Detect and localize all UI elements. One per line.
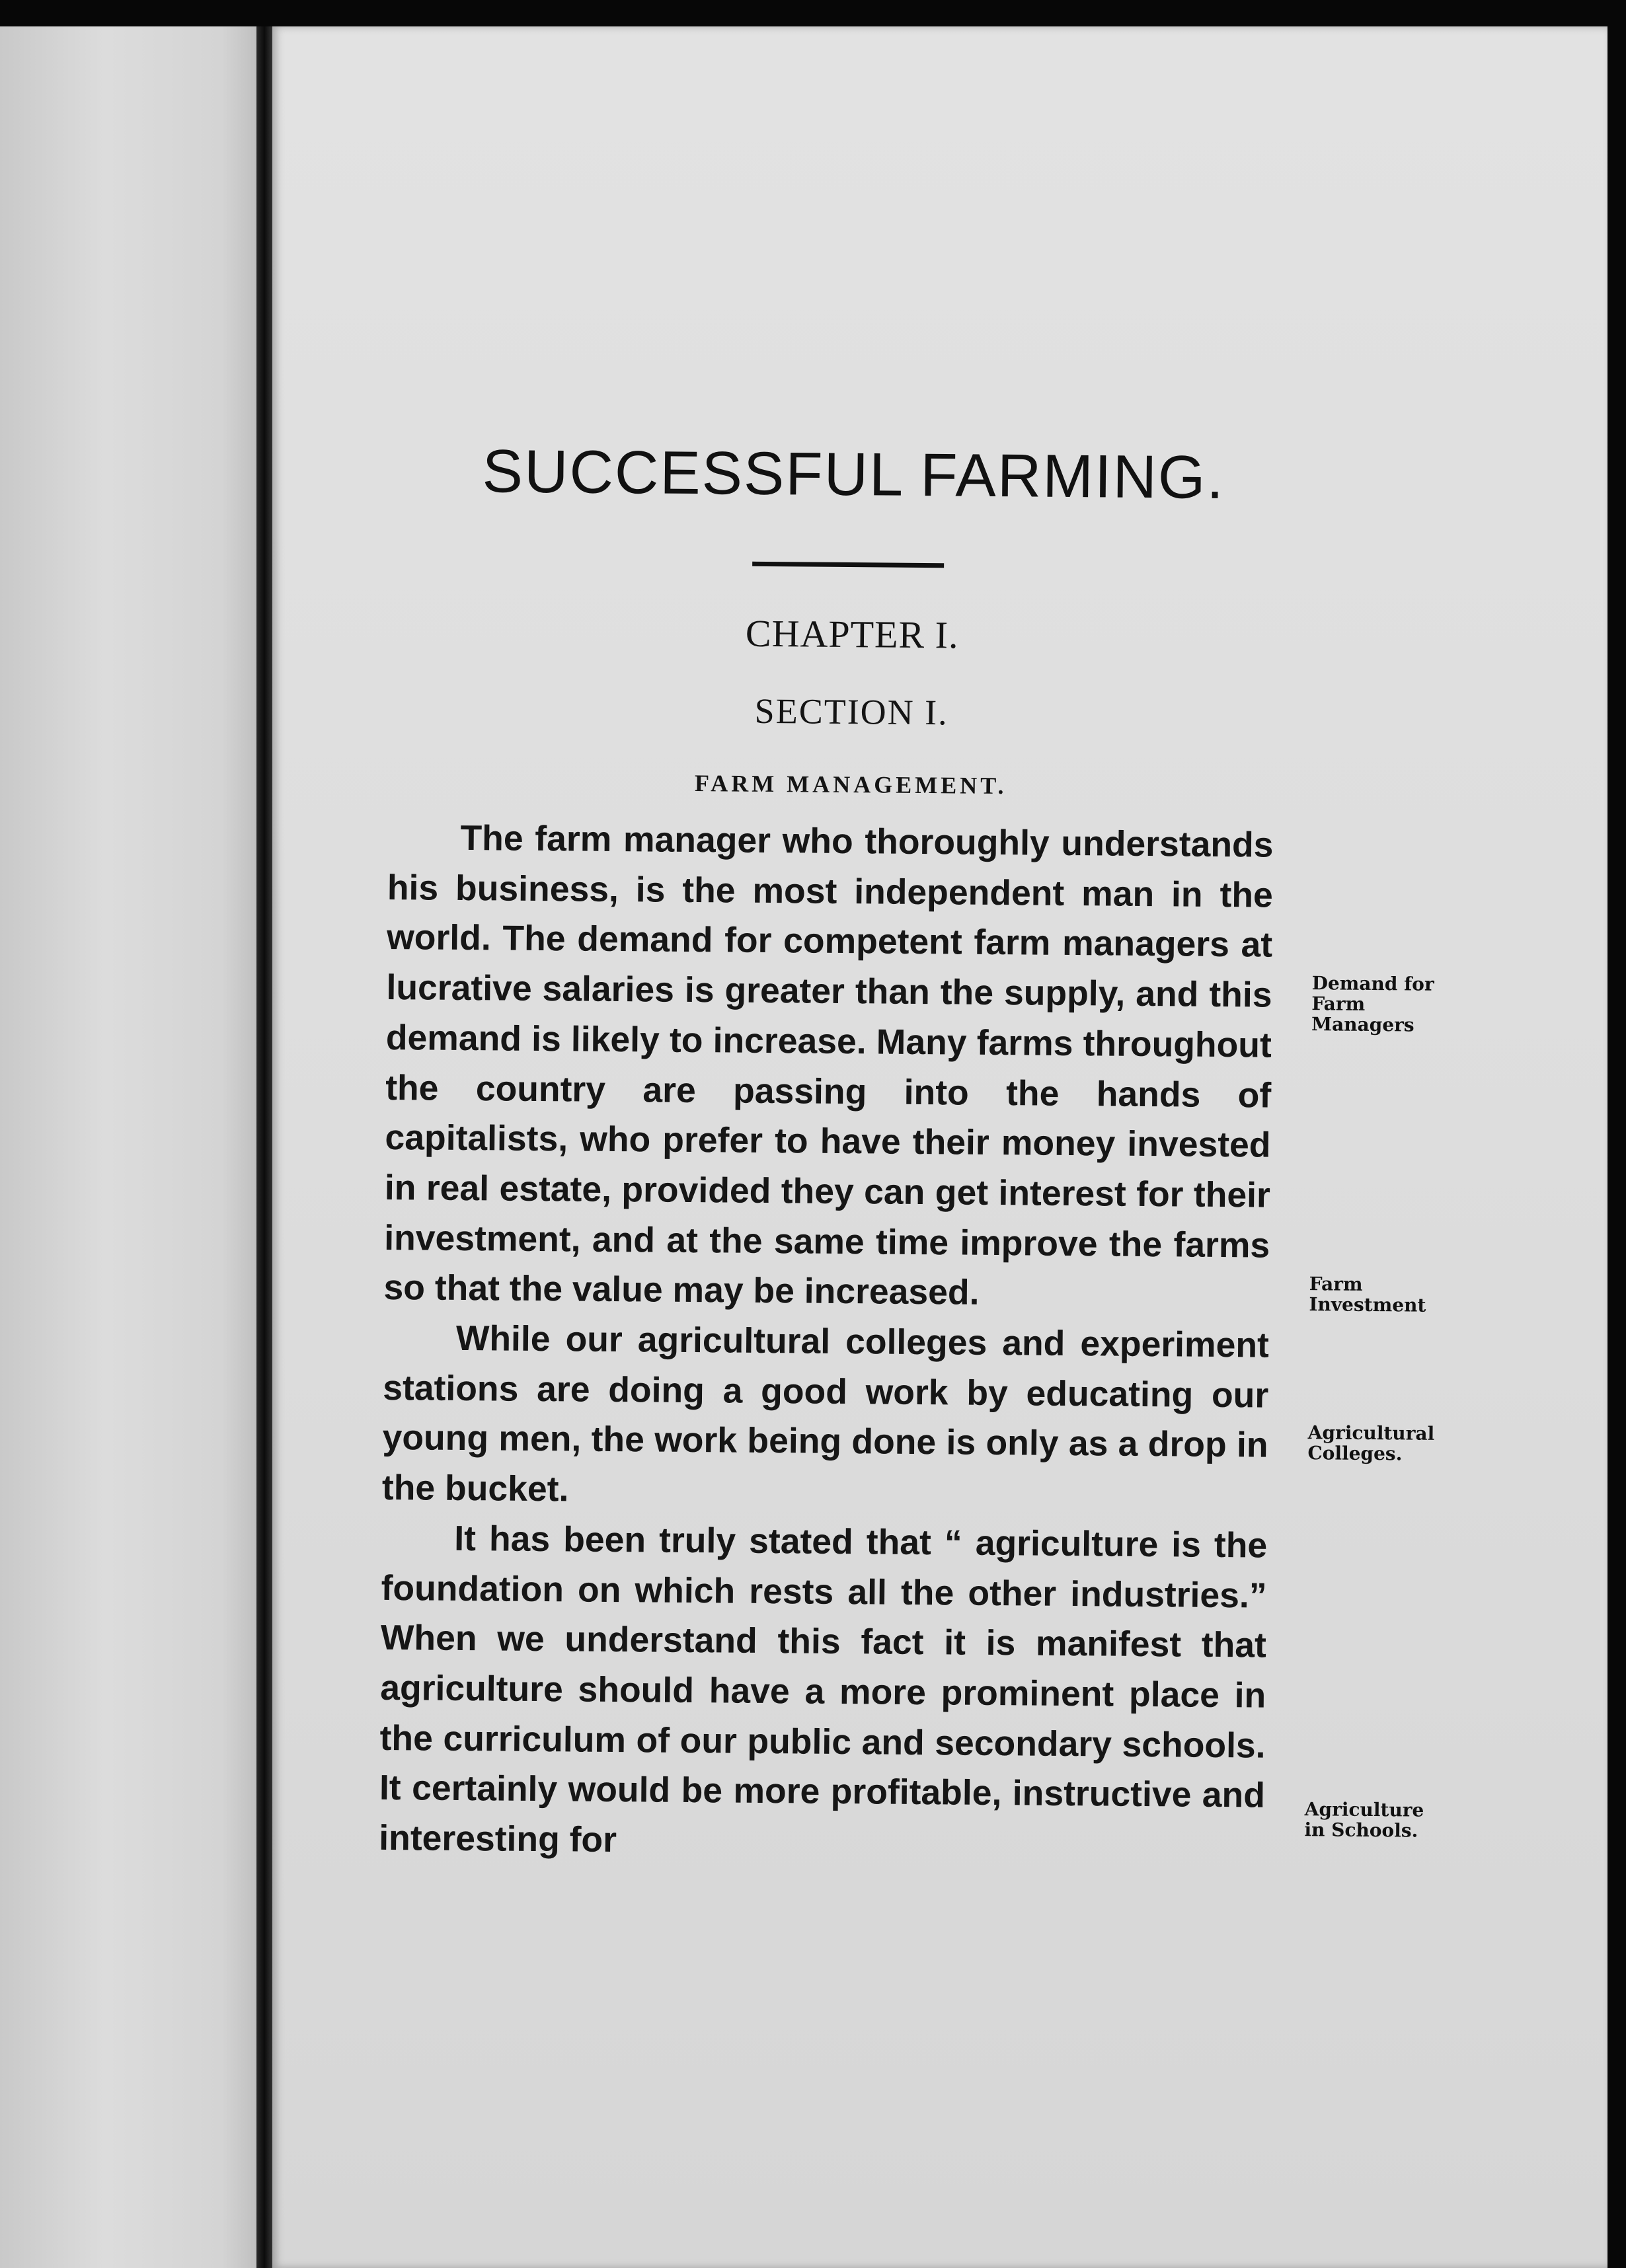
title-rule	[752, 562, 944, 568]
sidenote-agriculture-in-schools	[1304, 1799, 1470, 1841]
book-page	[272, 26, 1607, 2268]
sidenote-line: Agricultural	[1307, 1421, 1435, 1445]
sidenote-line: Farm	[1311, 993, 1366, 1015]
topic-heading: FARM MANAGEMENT.	[694, 770, 1007, 800]
facing-page	[0, 26, 261, 2268]
book-gutter	[256, 26, 272, 2268]
paragraph-agricultural-colleges: While our agricultural colleges and experiment stations are doing a good work by educating our young men, the work being done is only as a drop in the bucket.	[381, 1318, 1270, 1509]
body-text	[379, 813, 1274, 1871]
paragraph-agriculture-in-schools: It has been truly stated that “ agriculture is the foundation on which rests all the other industries.” When we understand this fact it is manifest that agriculture should have a more prominent place in the curriculum of our public and secondary schools. It certainly would be more profitable, instructive and interesting for	[379, 1519, 1268, 1860]
sidenote-line: Demand for	[1311, 972, 1434, 995]
book-title: SUCCESSFUL FARMING.	[482, 437, 1225, 512]
sidenote-line: Investment	[1309, 1293, 1426, 1316]
sidenote-line: Farm	[1309, 1273, 1363, 1295]
sidenote-agricultural-colleges	[1307, 1422, 1473, 1464]
sidenote-demand-for-farm-managers	[1311, 973, 1477, 1036]
sidenote-farm-investment	[1309, 1273, 1475, 1316]
section-heading: SECTION I.	[754, 691, 948, 733]
sidenote-line: Agriculture	[1304, 1798, 1424, 1821]
paragraph-farm-management: The farm manager who thoroughly understands his business, is the most independent man in the world. The demand for competent farm managers at lucrative salaries is greater than the supply, and this demand is likely to increase. Many farms throughout the country are passing into the hands of capitalists, who prefer to have their money invested in real estate, provided they can get interest for their investment, and at the same time improve the farms so that the value may be increased.	[383, 818, 1274, 1313]
sidenote-line: Colleges.	[1307, 1442, 1403, 1465]
chapter-heading: CHAPTER I.	[745, 611, 959, 657]
sidenote-line: in Schools.	[1304, 1819, 1418, 1842]
page-content	[377, 423, 1581, 2086]
sidenote-line: Managers	[1311, 1013, 1414, 1036]
